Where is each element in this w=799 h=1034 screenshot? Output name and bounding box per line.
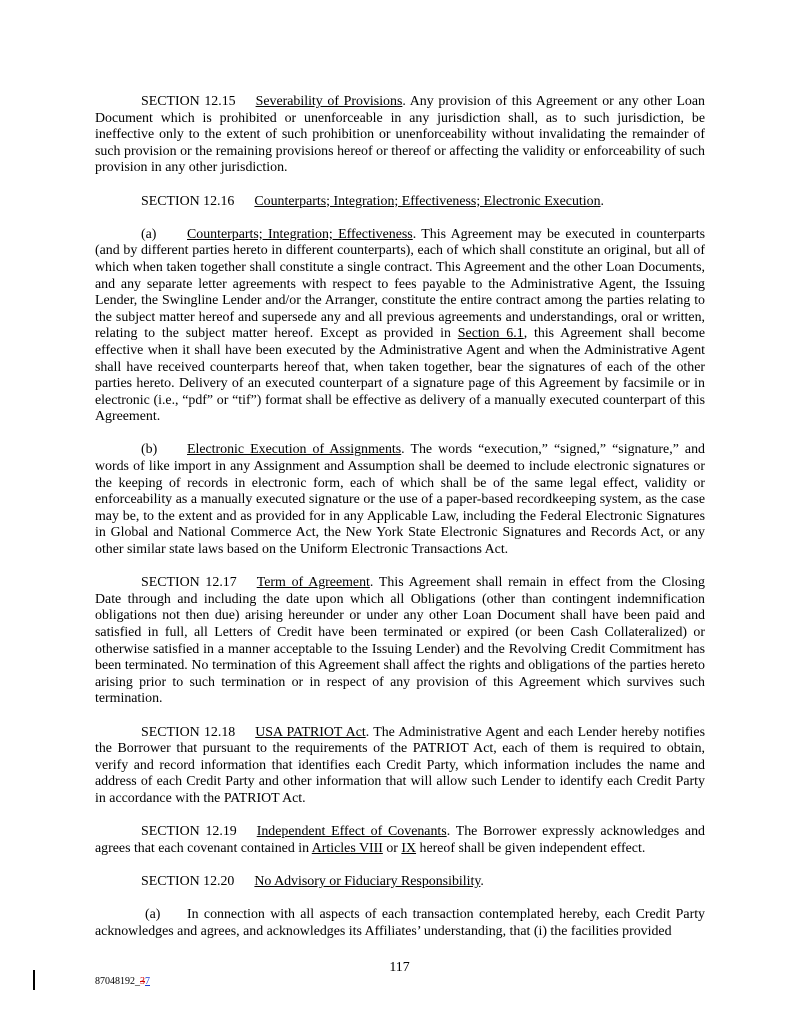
section-title: Independent Effect of Covenants [256,824,447,840]
section-12-20-a: (a) In connection with all aspects of each transaction contemplated hereby, each Credit Party acknowledges and agrees, and acknowledges its Affiliates’ understanding, that (i) the facilities provided [95,907,705,939]
cross-reference-link: Section 6.1 [457,326,524,342]
section-title: Severability of Provisions [255,94,403,109]
section-title: No Advisory or Fiduciary Responsibility [254,873,481,889]
cross-reference-link: Articles VIII [311,840,383,856]
clause-title: Electronic Execution of Assignments [187,442,402,458]
section-title: Term of Agreement [256,575,370,591]
section-12-16: SECTION 12.16 Counterparts; Integration; Effectiveness; Electronic Execution. [141,193,604,209]
section-12-17: SECTION 12.17 Term of Agreement. This Agreement shall remain in effect from the Closing Date through and including the date upon which all Obligations (other than contingent indemnification obligations not then due) arising hereunder or under any other Loan Document shall have been paid and satisfied in full, all Letters of Credit have been terminated or expired (or been Cash Collateralized) or otherwise satisfied in a manner acceptable to the Issuing Lender) and the Revolving Credit Commitment has been terminated. No termination of this Agreement shall affect the rights and obligations of the parties hereto arising prior to such termination or in respect of any provision of this Agreement which survives such termination. [95,575,705,707]
clause-title: Counterparts; Integration; Effectiveness [187,226,413,242]
clause-label: (a) [141,226,157,242]
section-heading: SECTION 12.18 [141,724,236,740]
section-12-20: SECTION 12.20 No Advisory or Fiduciary Responsibility. [141,873,484,889]
section-12-18: SECTION 12.18 USA PATRIOT Act. The Administrative Agent and each Lender hereby notifies the Borrower that pursuant to the requirements of the PATRIOT Act, each of them is required to obtain, verify and record information that identifies each Credit Party, which information includes the name and address of each Credit Party and other information that will allow such Lender to identify each Credit Party in accordance with the PATRIOT Act. [95,724,705,806]
section-heading: SECTION 12.15 [141,94,236,109]
section-heading: SECTION 12.19 [141,824,237,840]
cross-reference-link: IX [401,840,417,856]
document-footer-id: 87048192_37 [95,976,150,987]
section-12-15 [95,94,705,177]
section-heading: SECTION 12.16 [141,193,235,209]
section-12-16-a: (a) Counterparts; Integration; Effectiveness. This Agreement may be executed in counterparts (and by different parties hereto in different counterparts), each of which shall constitute an original, but all of which when taken together shall constitute a single contract. This Agreement and the other Loan Documents, and any separate letter agreements with respect to fees payable to the Administrative Agent, the Issuing Lender, the Swingline Lender and/or the Arranger, constitute the entire contract among the parties relating to the subject matter hereof and supersede any and all previous agreements and understandings, oral or written, relating to the subject matter hereof. Except as provided in Section 6.1, this Agreement shall become effective when it shall have been executed by the Administrative Agent and when the Administrative Agent shall have received counterparts hereof that, when taken together, bear the signatures of each of the other parties hereto. Delivery of an executed counterpart of a signature page of this Agreement by facsimile or in electronic (i.e., “pdf” or “tif”) format shall be effective as delivery of a manually executed counterpart of this Agreement. [95,226,705,425]
section-heading: SECTION 12.17 [141,575,237,591]
section-12-16-b: (b) Electronic Execution of Assignments. The words “execution,” “signed,” “signature,” and words of like import in any Assignment and Assumption shall be deemed to include electronic signatures or the keeping of records in electronic form, each of which shall be of the same legal effect, validity or enforceability as a manually executed signature or the use of a paper-based recordkeeping system, as the case may be, to the extent and as provided for in any Applicable Law, including the Federal Electronic Signatures in Global and National Commerce Act, the New York State Electronic Signatures and Records Act, or any other similar state laws based on the Uniform Electronic Transactions Act. [95,442,705,558]
section-text: . Any provision of this Agreement or any other Loan Document which is prohibited or unenforceable in any jurisdiction shall, as to such jurisdiction, be ineffective only to the extent of such prohibition or unenforceability without invalidating the remainder of such provision or the remaining provisions hereof or thereof or affecting the validity or enforceability of such provision in any other jurisdiction. [95,94,705,176]
document-page [95,94,705,940]
clause-label: (a) [145,907,161,923]
section-12-19: SECTION 12.19 Independent Effect of Covenants. The Borrower expressly acknowledges and agrees that each covenant contained in Articles VIII or IX hereof shall be given independent effect. [95,824,705,856]
deleted-revision-mark: 3 [140,976,145,987]
page-number: 117 [389,960,410,975]
section-heading: SECTION 12.20 [141,873,235,889]
inserted-revision-mark: 7 [145,976,150,987]
section-title: USA PATRIOT Act [255,724,366,740]
section-title: Counterparts; Integration; Effectiveness; Electronic Execution [254,193,601,209]
clause-label: (b) [141,442,158,458]
change-bar [33,970,35,990]
